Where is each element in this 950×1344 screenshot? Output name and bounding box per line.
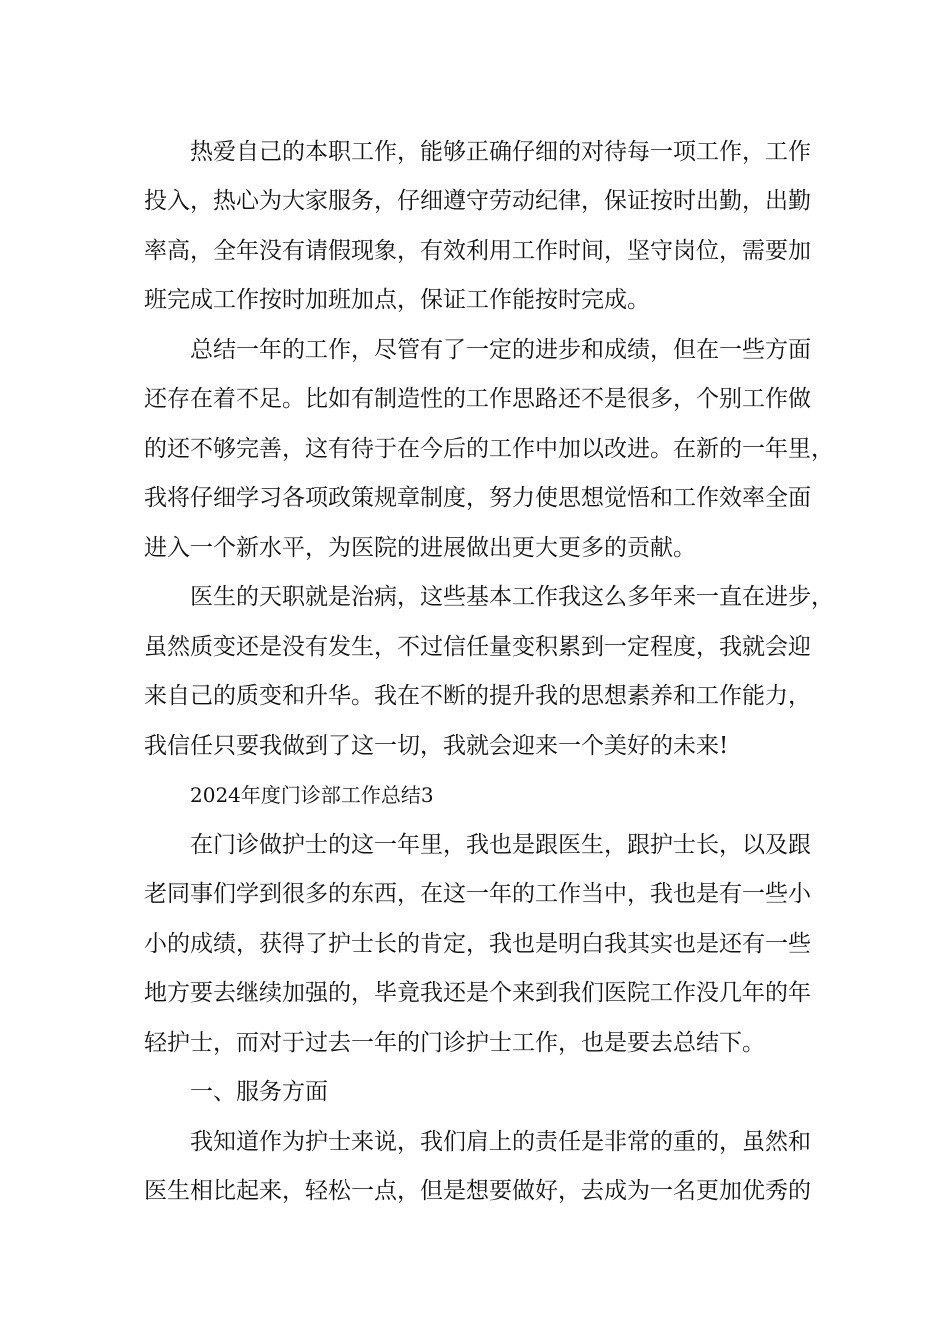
paragraph-line: 班完成工作按时加班加点，保证工作能按时完成。 [144,287,650,313]
paragraph-line: 小的成绩，获得了护士长的肯定，我也是明白我其实也是还有一些 [144,931,811,957]
section-heading: 一、服务方面 [190,1079,328,1105]
paragraph-line: 我将仔细学习各项政策规章制度，努力使思想觉悟和工作效率全面 [144,485,811,511]
paragraph-line: 地方要去继续加强的，毕竟我还是个来到我们医院工作没几年的年 [144,980,811,1006]
paragraph-line: 轻护士，而对于过去一年的门诊护士工作，也是要去总结下。 [144,1030,765,1056]
paragraph-line: 在门诊做护士的这一年里，我也是跟医生，跟护士长，以及跟 [190,832,811,858]
paragraph-line: 的还不够完善，这有待于在今后的工作中加以改进。在新的一年里， [144,436,834,462]
paragraph-line: 我知道作为护士来说，我们肩上的责任是非常的重的，虽然和 [190,1129,811,1155]
paragraph-line: 我信任只要我做到了这一切，我就会迎来一个美好的未来! [144,733,729,759]
paragraph-line: 医生的天职就是治病，这些基本工作我这么多年来一直在进步， [190,584,834,610]
paragraph-line: 总结一年的工作，尽管有了一定的进步和成绩，但在一些方面 [190,337,811,363]
paragraph-line: 率高，全年没有请假现象，有效利用工作时间，坚守岗位，需要加 [144,238,811,264]
paragraph-line: 热爱自己的本职工作，能够正确仔细的对待每一项工作，工作 [190,139,811,165]
paragraph-line: 进入一个新水平，为医院的进展做出更大更多的贡献。 [144,535,696,561]
paragraph-line: 来自己的质变和升华。我在不断的提升我的思想素养和工作能力， [144,683,811,709]
paragraph-line: 投入，热心为大家服务，仔细遵守劳动纪律，保证按时出勤，出勤 [144,188,811,214]
paragraph-line: 医生相比起来，轻松一点，但是想要做好，去成为一名更加优秀的 [144,1178,811,1204]
paragraph-line: 还存在着不足。比如有制造性的工作思路还不是很多，个别工作做 [144,386,811,412]
section-title: 2024年度门诊部工作总结3 [190,783,434,807]
paragraph-line: 虽然质变还是没有发生，不过信任量变积累到一定程度，我就会迎 [144,634,811,660]
paragraph-line: 老同事们学到很多的东西，在这一年的工作当中，我也是有一些小 [144,881,811,907]
